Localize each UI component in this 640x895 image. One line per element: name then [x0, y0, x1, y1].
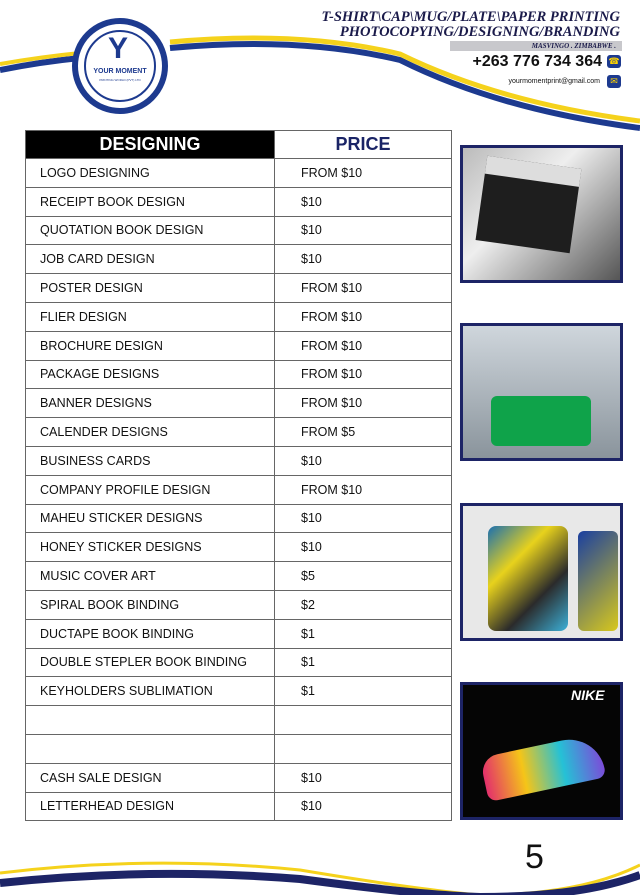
nike-logo-text: NIKE: [571, 687, 605, 703]
service-price: FROM $10: [275, 274, 452, 303]
service-name: [26, 734, 275, 763]
service-price: FROM $10: [275, 389, 452, 418]
service-price: $1: [275, 619, 452, 648]
service-price: $10: [275, 216, 452, 245]
table-row: [26, 792, 452, 821]
service-name: MAHEU STICKER DESIGNS: [26, 504, 275, 533]
service-price: $10: [275, 245, 452, 274]
service-name: CASH SALE DESIGN: [26, 763, 275, 792]
company-logo: [72, 18, 168, 114]
service-price: $10: [275, 792, 452, 821]
logo-name: YOUR MOMENT: [93, 68, 147, 75]
service-name: SPIRAL BOOK BINDING: [26, 590, 275, 619]
table-row: [26, 590, 452, 619]
nike-shoe-image: [460, 682, 623, 820]
screen-printing-image: [460, 323, 623, 461]
logo-y-icon: Y: [108, 32, 129, 65]
service-name: BANNER DESIGNS: [26, 389, 275, 418]
service-price: $10: [275, 533, 452, 562]
service-price: FROM $10: [275, 331, 452, 360]
table-row: [26, 619, 452, 648]
service-name: POSTER DESIGN: [26, 274, 275, 303]
table-row: [26, 475, 452, 504]
table-row: [26, 216, 452, 245]
service-name: JOB CARD DESIGN: [26, 245, 275, 274]
service-name: BROCHURE DESIGN: [26, 331, 275, 360]
phone-number: +263 776 734 364: [472, 53, 602, 70]
service-name: CALENDER DESIGNS: [26, 418, 275, 447]
column-header-price: PRICE: [275, 131, 452, 159]
service-price: FROM $5: [275, 418, 452, 447]
service-name: LETTERHEAD DESIGN: [26, 792, 275, 821]
price-table: [25, 130, 452, 821]
table-row: [26, 504, 452, 533]
service-name: FLIER DESIGN: [26, 302, 275, 331]
logo-sub: PRINTING WORLD (PVT) LTD: [99, 78, 141, 82]
table-row: [26, 734, 452, 763]
service-name: COMPANY PROFILE DESIGN: [26, 475, 275, 504]
table-row: [26, 360, 452, 389]
service-price: $10: [275, 446, 452, 475]
service-price: $10: [275, 504, 452, 533]
table-row: [26, 274, 452, 303]
table-row: [26, 302, 452, 331]
table-row: [26, 331, 452, 360]
tshirt-image: [460, 503, 623, 641]
service-name: DUCTAPE BOOK BINDING: [26, 619, 275, 648]
service-price: FROM $10: [275, 159, 452, 188]
table-row: [26, 418, 452, 447]
mail-icon: ✉: [607, 75, 621, 88]
services-header: T-SHIRT\CAP\MUG/PLATE\PAPER PRINTING PHOTOCOPYING/DESIGNING/BRANDING: [321, 9, 620, 40]
service-name: BUSINESS CARDS: [26, 446, 275, 475]
service-name: MUSIC COVER ART: [26, 562, 275, 591]
table-row: [26, 763, 452, 792]
service-price: FROM $10: [275, 475, 452, 504]
service-name: [26, 706, 275, 735]
email-address: yourmomentprint@gmail.com: [508, 78, 600, 85]
column-header-designing: DESIGNING: [26, 131, 275, 159]
service-price: FROM $10: [275, 360, 452, 389]
table-row: [26, 648, 452, 677]
service-name: HONEY STICKER DESIGNS: [26, 533, 275, 562]
service-price: $10: [275, 187, 452, 216]
service-price: $10: [275, 763, 452, 792]
service-name: KEYHOLDERS SUBLIMATION: [26, 677, 275, 706]
page-number: 5: [525, 838, 544, 876]
flyer-stack-image: [460, 145, 623, 283]
table-row: [26, 187, 452, 216]
service-price: FROM $10: [275, 302, 452, 331]
footer-wave: [0, 845, 640, 895]
service-price: [275, 734, 452, 763]
service-price: $2: [275, 590, 452, 619]
table-row: [26, 389, 452, 418]
service-name: QUOTATION BOOK DESIGN: [26, 216, 275, 245]
location: MASVINGO . ZIMBABWE .: [450, 41, 622, 51]
phone-icon: ☎: [608, 56, 620, 66]
table-row: [26, 446, 452, 475]
table-row: [26, 159, 452, 188]
service-name: LOGO DESIGNING: [26, 159, 275, 188]
service-name: PACKAGE DESIGNS: [26, 360, 275, 389]
service-name: RECEIPT BOOK DESIGN: [26, 187, 275, 216]
service-name: DOUBLE STEPLER BOOK BINDING: [26, 648, 275, 677]
service-price: [275, 706, 452, 735]
service-price: $1: [275, 677, 452, 706]
service-price: $1: [275, 648, 452, 677]
table-row: [26, 706, 452, 735]
service-price: $5: [275, 562, 452, 591]
table-row: [26, 533, 452, 562]
table-row: [26, 562, 452, 591]
table-row: [26, 245, 452, 274]
table-row: [26, 677, 452, 706]
